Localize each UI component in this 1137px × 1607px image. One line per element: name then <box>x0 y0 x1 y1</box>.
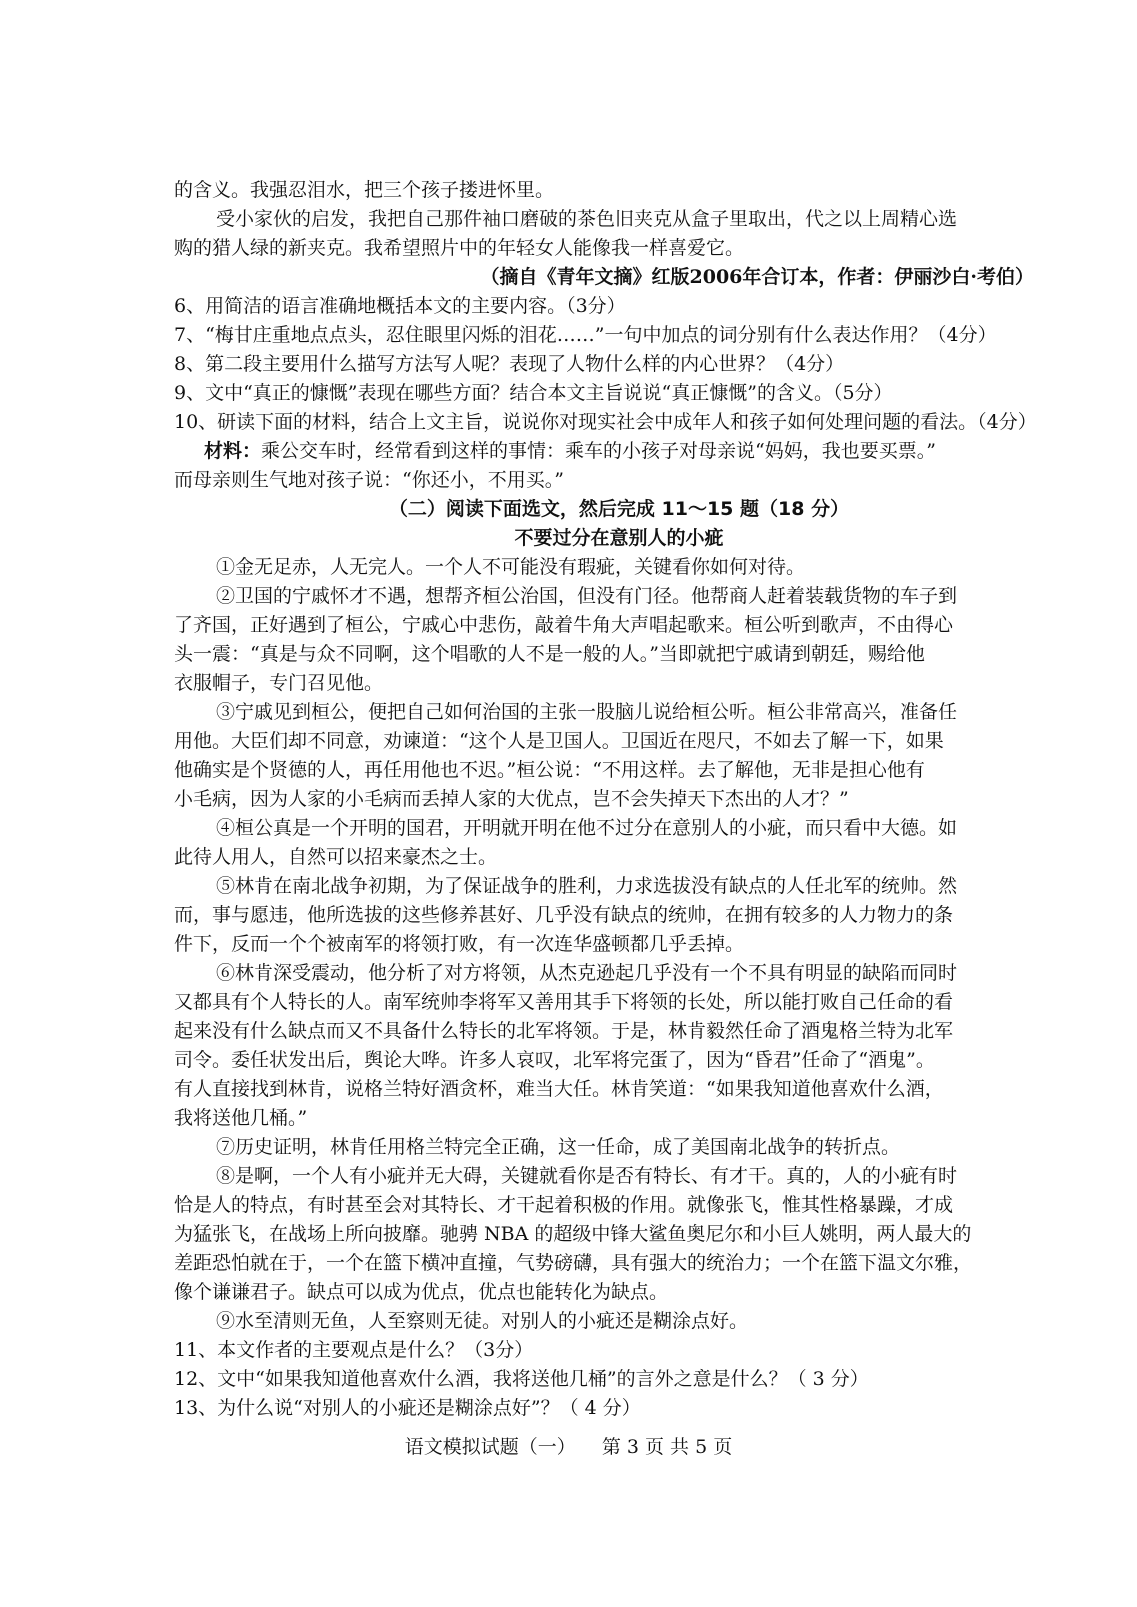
material-label: 材料： <box>204 440 262 462</box>
question-10: 10、研读下面的材料，结合上文主旨，说说你对现实社会中成年人和孩子如何处理问题的看法。（4分） <box>174 411 1037 433</box>
article-line: ④桓公真是一个开明的国君，开明就开明在他不过分在意别人的小疵，而只看中大德。如 <box>216 817 958 839</box>
article-line: 头一震：“真是与众不同啊，这个唱歌的人不是一般的人。”当即就把宁戚请到朝廷，赐给他 <box>174 643 925 665</box>
question-8: 8、第二段主要用什么描写方法写人呢？表现了人物什么样的内心世界？（4分） <box>174 353 845 375</box>
article-line: 小毛病，因为人家的小毛病而丢掉人家的大优点，岂不会失掉天下杰出的人才？” <box>174 788 849 810</box>
question-11: 11、本文作者的主要观点是什么？（3分） <box>174 1339 534 1361</box>
article-line: 又都具有个人特长的人。南军统帅李将军又善用其手下将领的长处，所以能打败自己任命的看 <box>174 991 954 1013</box>
question-12: 12、文中“如果我知道他喜欢什么酒，我将送他几桶”的言外之意是什么？（ 3 分） <box>174 1368 869 1390</box>
article-line: 司令。委任状发出后，舆论大哗。许多人哀叹，北军将完蛋了，因为“昏君”任命了“酒鬼”。 <box>174 1049 935 1071</box>
question-7: 7、“梅甘庄重地点点头，忍住眼里闪烁的泪花……”一句中加点的词分别有什么表达作用？（4分） <box>174 324 997 346</box>
article-line: 衣服帽子，专门召见他。 <box>174 672 384 694</box>
passage-line: 购的猎人绿的新夹克。我希望照片中的年轻女人能像我一样喜爱它。 <box>174 237 745 259</box>
article-line: ③宁戚见到桓公，便把自己如何治国的主张一股脑儿说给桓公听。桓公非常高兴，准备任 <box>216 701 958 723</box>
material-line-2: 而母亲则生气地对孩子说：“你还小，不用买。” <box>174 469 564 491</box>
page-footer <box>0 1432 1137 1459</box>
article-line: 像个谦谦君子。缺点可以成为优点，优点也能转化为缺点。 <box>174 1281 669 1303</box>
article-line: 他确实是个贤德的人，再任用他也不迟。”桓公说：“不用这样。去了解他，无非是担心他有 <box>174 759 925 781</box>
article-line: 件下，反而一个个被南军的将领打败，有一次连华盛顿都几乎丢掉。 <box>174 933 745 955</box>
section-heading: （二）阅读下面选文，然后完成 11～15 题（18 分） <box>388 498 850 520</box>
passage-line: 的含义。我强忍泪水，把三个孩子搂进怀里。 <box>174 179 555 201</box>
article-line: 我将送他几桶。” <box>174 1107 308 1129</box>
article-line: ⑤林肯在南北战争初期，为了保证战争的胜利，力求选拔没有缺点的人任北军的统帅。然 <box>216 875 958 897</box>
article-line: ⑨水至清则无鱼，人至察则无徒。对别人的小疵还是糊涂点好。 <box>216 1310 749 1332</box>
material-text: 乘公交车时，经常看到这样的事情：乘车的小孩子对母亲说“妈妈，我也要买票。” <box>261 440 936 462</box>
article-body <box>174 553 1064 1336</box>
passage-line: 受小家伙的启发，我把自己那件袖口磨破的茶色旧夹克从盒子里取出，代之以上周精心选 <box>216 208 958 230</box>
footer-page-number: 第 3 页 共 5 页 <box>601 1436 733 1458</box>
article-line: 起来没有什么缺点而又不具备什么特长的北军将领。于是，林肯毅然任命了酒鬼格兰特为北军 <box>174 1020 954 1042</box>
exam-page <box>174 176 1064 1423</box>
article-title: 不要过分在意别人的小疵 <box>514 527 724 549</box>
article-line: 了齐国，正好遇到了桓公，宁戚心中悲伤，敲着牛角大声唱起歌来。桓公听到歌声，不由得心 <box>174 614 954 636</box>
article-line: ①金无足赤，人无完人。一个人不可能没有瑕疵，关键看你如何对待。 <box>216 556 806 578</box>
article-line: 此待人用人，自然可以招来豪杰之士。 <box>174 846 498 868</box>
source-note: （摘自《青年文摘》红版2006年合订本，作者：伊丽沙白·考伯） <box>480 266 1034 288</box>
question-13: 13、为什么说“对别人的小疵还是糊涂点好”？（ 4 分） <box>174 1397 641 1419</box>
article-line: 为猛张飞，在战场上所向披靡。驰骋 NBA 的超级中锋大鲨鱼奥尼尔和小巨人姚明，两人最大的 <box>174 1223 972 1245</box>
article-line: 用他。大臣们却不同意，劝谏道：“这个人是卫国人。卫国近在咫尺，不如去了解一下，如果 <box>174 730 944 752</box>
article-line: ⑦历史证明，林肯任用格兰特完全正确，这一任命，成了美国南北战争的转折点。 <box>216 1136 901 1158</box>
article-line: 有人直接找到林肯，说格兰特好酒贪杯，难当大任。林肯笑道：“如果我知道他喜欢什么酒， <box>174 1078 944 1100</box>
question-9: 9、文中“真正的慷慨”表现在哪些方面？结合本文主旨说说“真正慷慨”的含义。（5分） <box>174 382 893 404</box>
article-line: ⑥林肯深受震动，他分析了对方将领，从杰克逊起几乎没有一个不具有明显的缺陷而同时 <box>216 962 958 984</box>
footer-title: 语文模拟试题（一） <box>404 1436 576 1458</box>
article-line: 恰是人的特点，有时甚至会对其特长、才干起着积极的作用。就像张飞，惟其性格暴躁，才成 <box>174 1194 954 1216</box>
article-line: ②卫国的宁戚怀才不遇，想帮齐桓公治国，但没有门径。他帮商人赶着装载货物的车子到 <box>216 585 958 607</box>
article-line: ⑧是啊，一个人有小疵并无大碍，关键就看你是否有特长、有才干。真的，人的小疵有时 <box>216 1165 958 1187</box>
article-line: 而，事与愿违，他所选拔的这些修养甚好、几乎没有缺点的统帅，在拥有较多的人力物力的条 <box>174 904 954 926</box>
question-6: 6、用简洁的语言准确地概括本文的主要内容。（3分） <box>174 295 626 317</box>
material-line <box>174 437 1064 466</box>
article-line: 差距恐怕就在于，一个在篮下横冲直撞，气势磅礴，具有强大的统治力；一个在篮下温文尔雅， <box>174 1252 973 1274</box>
